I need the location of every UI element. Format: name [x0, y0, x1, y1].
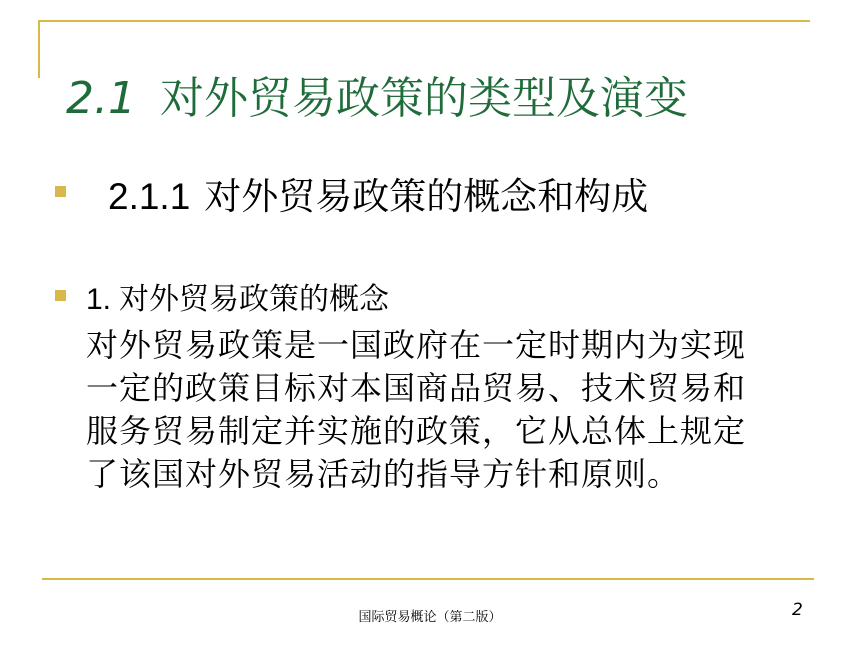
square-bullet-icon: [55, 290, 66, 301]
item-text: 对外贸易政策的概念: [119, 282, 390, 317]
square-bullet-icon: [55, 186, 66, 197]
top-rule: [38, 20, 810, 22]
body-line: 对外贸易政策是一国政府在一定时期内为实现: [86, 326, 747, 364]
item-heading: [86, 274, 389, 318]
item-number: 1.: [86, 283, 112, 316]
section-text: 对外贸易政策的概念和构成: [204, 175, 649, 218]
body-line: 一定的政策目标对本国商品贸易、技术贸易和: [86, 369, 747, 407]
body-line: 服务贸易制定并实施的政策，它从总体上规定: [86, 412, 747, 450]
body-line: 了该国对外贸易活动的指导方针和原则。: [86, 455, 681, 493]
title-number: 2.1: [66, 73, 136, 124]
section-number: 2.1.1: [108, 176, 191, 217]
bottom-rule: [42, 578, 814, 580]
section-heading: [108, 166, 648, 220]
body-paragraph: [86, 324, 816, 496]
page-number: 2: [792, 600, 803, 620]
slide-title: [66, 62, 688, 126]
title-text: 对外贸易政策的类型及演变: [159, 73, 688, 124]
footer-text: 国际贸易概论（第二版）: [358, 610, 502, 625]
left-rule: [38, 20, 40, 78]
